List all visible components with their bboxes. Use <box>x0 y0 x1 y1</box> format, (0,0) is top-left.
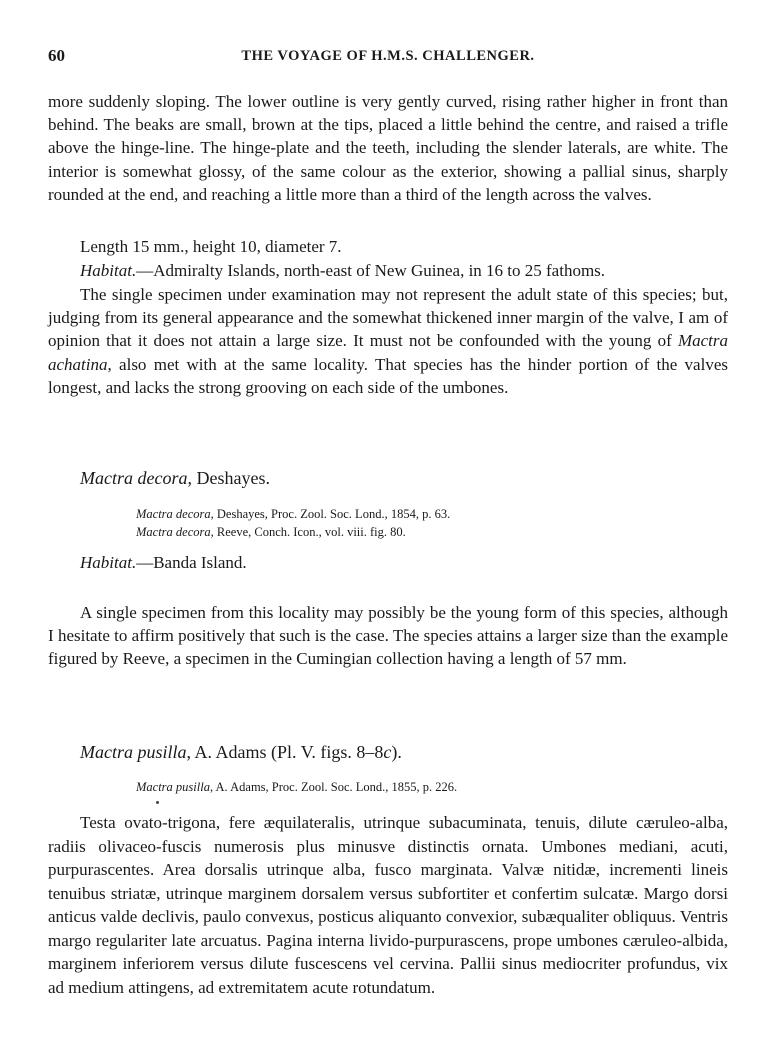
habitat-label: Habitat. <box>80 553 137 572</box>
figure-letter: c <box>383 742 392 762</box>
species-name: Mactra pusilla <box>80 742 187 762</box>
intro-description: more suddenly sloping. The lower outline is very gently curved, rising rather higher in front than behind. The beaks are small, brown at the tips, placed a little behind the centre, and raised a trifle above the hinge-line. The hinge-plate and the teeth, including the slender laterals, are white. The interior is somewhat glossy, of the same colour as the exterior, showing a pallial sinus, sharply rounded at the end, and reaching a little more than a third of the length across the valves. <box>48 92 728 204</box>
remarks-part-2: , also met with at the same locality. That species has the hinder portion of the valves longest, and lacks the strong grooving on each side of the umbones. <box>48 354 728 397</box>
running-header <box>48 46 728 70</box>
ref-citation: , A. Adams, Proc. Zool. Soc. Lond., 1855, p. 226. <box>209 780 458 794</box>
species-author: , Deshayes. <box>187 468 270 488</box>
intro-dimensions: Length 15 mm., height 10, diameter 7. <box>80 237 342 256</box>
ref-name: Mactra pusilla <box>136 780 210 794</box>
species-heading-pusilla <box>80 742 402 763</box>
habitat-label: Habitat. <box>80 261 137 280</box>
page-number: 60 <box>48 46 65 65</box>
habitat-text: —Admiralty Islands, north-east of New Guinea, in 16 to 25 fathoms. <box>136 261 606 280</box>
species-name: Mactra decora <box>80 468 188 488</box>
printer-speck <box>156 801 159 804</box>
ref-name: Mactra decora <box>136 507 211 521</box>
synonymy-ref <box>136 523 450 541</box>
synonymy-ref <box>136 778 457 796</box>
ref-name: Mactra decora <box>136 525 211 539</box>
species-author-end: ). <box>391 742 402 762</box>
ref-citation: , Deshayes, Proc. Zool. Soc. Lond., 1854, p. 63. <box>210 507 451 521</box>
species-heading-decora <box>80 468 270 489</box>
decora-remarks: A single specimen from this locality may possibly be the young form of this species, although I hesitate to affirm positively that such is the case. The species attains a larger size than the example figured by Reeve, a specimen in the Cumingian collection having a length of 57 mm. <box>48 603 728 669</box>
running-title: THE VOYAGE OF H.M.S. CHALLENGER. <box>241 48 535 64</box>
habitat-text: —Banda Island. <box>136 553 247 572</box>
synonymy-ref <box>136 505 450 523</box>
synonymy-decora <box>136 505 450 541</box>
remarks-part-1: The single specimen under examination may not represent the adult state of this species; but, judging from its general appearance and the somewhat thickened inner margin of the valve, I am of opinion that it does not attain a large size. It must not be confounded with the young of <box>48 285 728 351</box>
ref-citation: , Reeve, Conch. Icon., vol. viii. fig. 80. <box>210 525 406 539</box>
species-author: , A. Adams (Pl. V. figs. 8–8 <box>186 742 384 762</box>
intro-remarks <box>48 283 728 399</box>
pusilla-latin-description: Testa ovato-trigona, fere æquilateralis, utrinque subacuminata, tenuis, dilute cæruleo-alba, radiis olivaceo-fuscis numerosis plus minusve distinctis ornata. Umbones mediani, acuti, purpurascentes. Area dorsalis utrinque alba, fusco marginata. Valvæ nitidæ, incrementi lineis tenuibus striatæ, utrinque marginem dorsalem versus subfortiter et confertim sulcatæ. Margo dorsi anticus valde declivis, paulo convexus, posticus aliquanto convexior, subæqualiter obliquus. Ventris margo regulariter late arcuatus. Pagina interna livido-purpurascens, prope umbones cæruleo-albida, marginem inferiorem versus dilute fuscescens vel cervina. Pallii sinus mediocriter profundus, vix ad medium attingens, ad extremitatem acute rotundatum. <box>48 813 728 997</box>
remarks-species-name: Mactra achatina <box>48 331 728 374</box>
decora-habitat <box>80 553 247 573</box>
intro-habitat <box>48 259 728 282</box>
synonymy-pusilla <box>136 778 457 796</box>
